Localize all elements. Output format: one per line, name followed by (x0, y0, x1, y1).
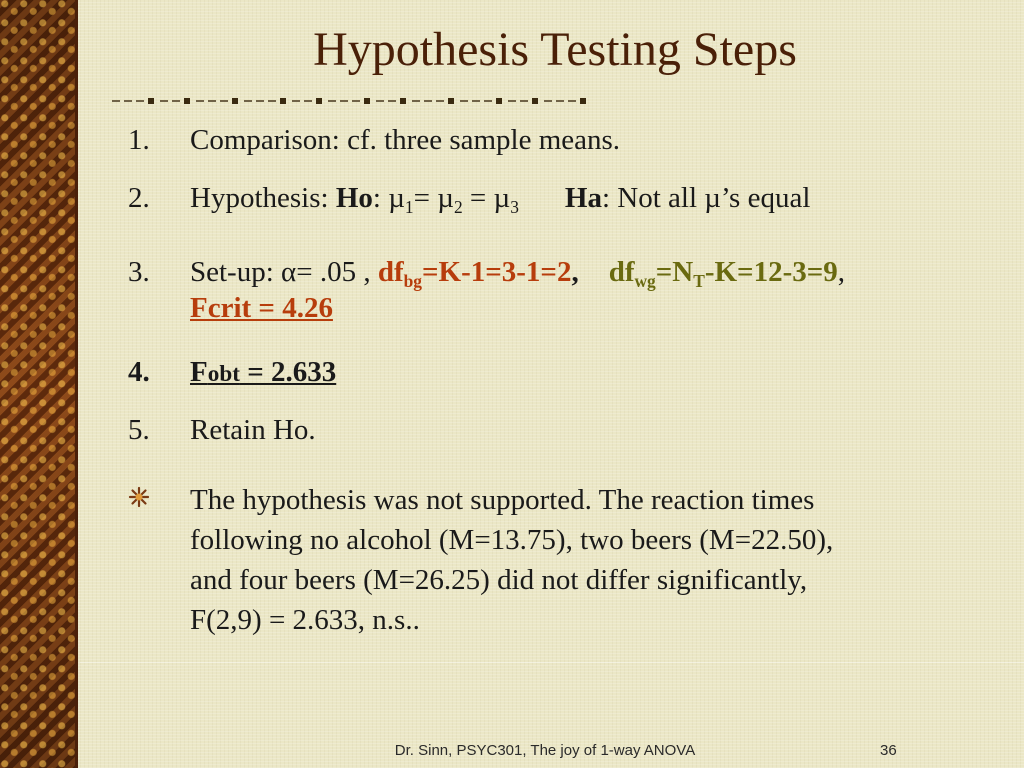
alt-hypothesis-label: Ha (564, 182, 602, 214)
title-divider (112, 94, 982, 108)
conclusion-line: F(2,9) = 2.633, n.s.. (190, 604, 420, 636)
page-number: 36 (880, 742, 897, 759)
divider-marker (280, 98, 286, 104)
conclusion-line: and four beers (M=26.25) did not differ significantly, (190, 564, 808, 596)
step-number: 4. (128, 356, 150, 388)
starburst-bullet-icon (128, 486, 150, 508)
divider-marker (232, 98, 238, 104)
divider-marker (184, 98, 190, 104)
slide-title: Hypothesis Testing Steps (313, 23, 797, 76)
divider-marker (532, 98, 538, 104)
step-number: 5. (128, 414, 150, 446)
divider-marker (400, 98, 406, 104)
divider-marker (148, 98, 154, 104)
fobt-value: Fobt = 2.633 (190, 356, 337, 388)
decorative-sidebar (0, 0, 78, 768)
footer-rule (80, 662, 1024, 663)
divider-marker (448, 98, 454, 104)
footer-text: Dr. Sinn, PSYC301, The joy of 1-way ANOVA (394, 742, 696, 759)
step-number: 2. (128, 182, 150, 214)
step-number: 3. (128, 256, 150, 288)
conclusion-line: The hypothesis was not supported. The reaction times (190, 484, 815, 516)
divider-marker (316, 98, 322, 104)
divider-marker (496, 98, 502, 104)
conclusion-line: following no alcohol (M=13.75), two beers (M=22.50), (190, 524, 834, 556)
hypothesis-text: Hypothesis: Ho: µ$_1$= µ$_2$ = µ$_3$ Ha: Not all µ’s equal (190, 182, 811, 218)
df-between: $df_{bg}=K-1=3-1=2$ (377, 256, 572, 292)
null-hypothesis-label: Ho (335, 182, 373, 214)
fcrit-value: Fcrit = 4.26 (190, 292, 333, 324)
df-within: $df_{wg}=N_T-K=12-3=9$ (608, 256, 838, 292)
step-text: Comparison: cf. three sample means. (190, 124, 621, 156)
divider-marker (364, 98, 370, 104)
step-text: Retain Ho. (190, 414, 316, 446)
setup-text: Set-up: α= .05 , $df_{bg}=K-1=3-1=2$, $df_{wg}=N_T-K=12-3=9$, Fcrit = 4.26 (190, 256, 846, 324)
step-number: 1. (128, 124, 150, 156)
divider-marker (580, 98, 586, 104)
conclusion-paragraph (190, 480, 970, 640)
